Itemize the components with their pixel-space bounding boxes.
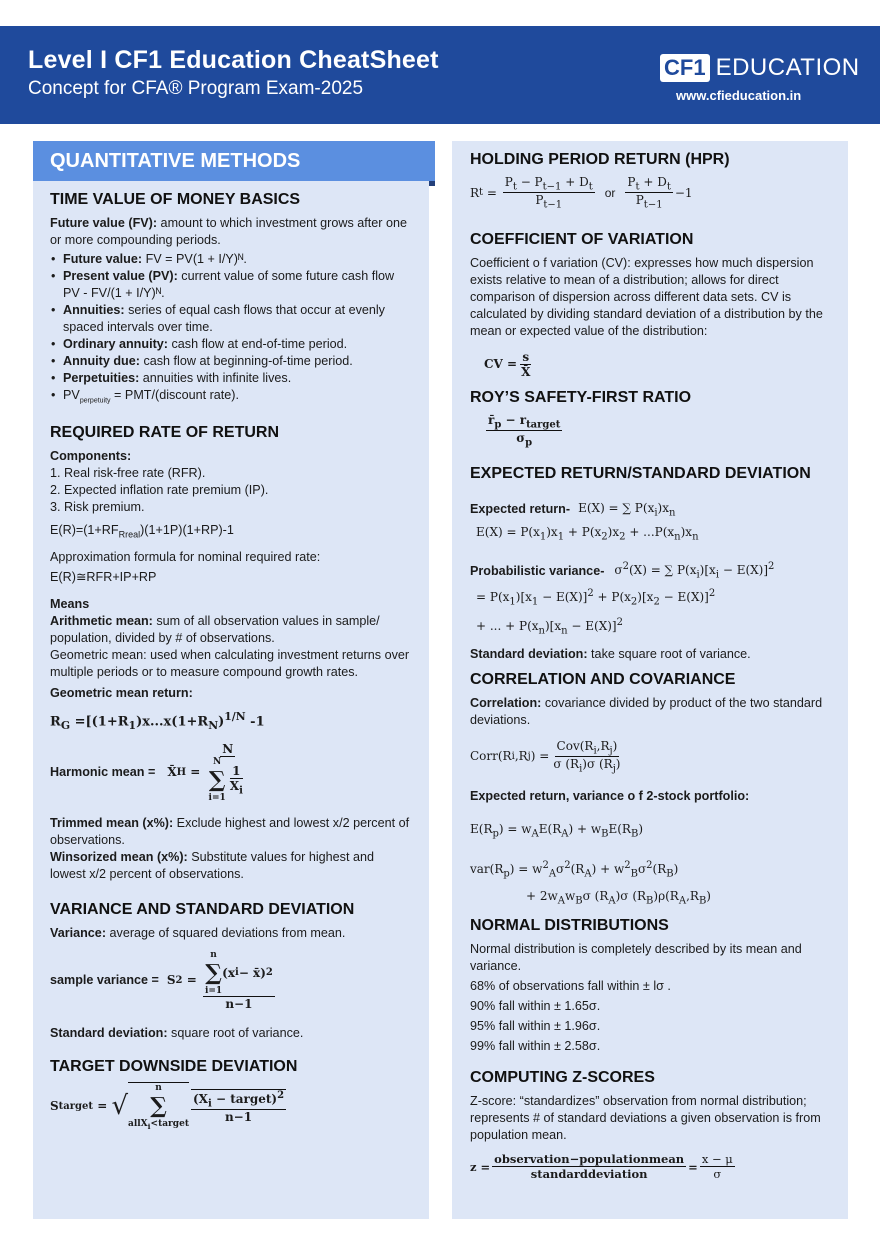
component-item: 1. Real risk-free rate (RFR). (50, 465, 206, 480)
geo-return-label: Geometric mean return: (50, 686, 193, 701)
geo-formula: $R_G =[(1+R_1)x...x(1+R_N)^{1/N}$ -1 (50, 710, 265, 732)
roy-formula: $\frac{r̄_p - r_{target}}{\sigma_p}$ (488, 412, 561, 449)
prob-variance-line2: = $P(x_1)[x_1 - E(X)]^2 + P(x_2)[x_2 - E(X)]^2$ (476, 587, 716, 608)
components-label: Components: (50, 448, 132, 463)
er2-label: Expected return, variance o f 2-stock portfolio: (470, 789, 750, 804)
logo-word: EDUCATION (715, 54, 860, 81)
hpr-formula: R t = $\frac{P_t - P_{t-1} + D_t}{P_{t-1}}$ or $\frac{P_t + D_t}{P_{t-1}}$ −1 (470, 175, 693, 211)
rrr-formula: $E(R)=(1+RF_{Rreal})(1+1P)(1+RP)-1$ (50, 522, 234, 540)
hpr-heading: HOLDING PERIOD RETURN (HPR) (470, 151, 730, 168)
fv-definition: Future value (FV): amount to which investment grows after one or more compounding periods. (50, 216, 407, 247)
normal-heading: NORMAL DISTRIBUTIONS (470, 917, 669, 935)
list-item: • Future value: FV = PV(1 + I/Y)ᴺ. (63, 251, 413, 268)
page-title: Level I CF1 Education CheatSheet (28, 46, 439, 74)
normal-line: 90% fall within ± 1.65σ. (470, 999, 601, 1014)
list-item: • Annuity due: cash flow at beginning-of-time period. (63, 353, 413, 370)
tvm-list (50, 251, 413, 410)
cv-text: Coefficient o f variation (CV): expresses how much dispersion exists relative to mean of a distribution; allows for direct comparison of dispersion across different data sets. CV is calculated by dividing standard deviation of a distribution by the mean or expected value of the distribution: (470, 255, 823, 338)
tvm-heading: TIME VALUE OF MONEY BASICS (50, 191, 301, 208)
list-item: • Perpetuities: annuities with infinite lives. (63, 370, 413, 387)
page-subtitle: Concept for CFA® Program Exam-2025 (28, 78, 364, 99)
approx-text: Approximation formula for nominal required rate: (50, 550, 321, 565)
sum-icon: ∑ (208, 766, 226, 793)
sample-variance-row: sample variance = S 2 = n ∑ i=1 (x i − x̄) 2 n−1 (50, 949, 273, 1011)
rrr-heading: REQUIRED RATE OF RETURN (50, 423, 280, 441)
normal-line: 99% fall within ± 2.58σ. (470, 1039, 601, 1054)
z-heading: COMPUTING Z-SCORES (470, 1069, 655, 1087)
normal-line: 95% fall within ± 1.96σ. (470, 1019, 601, 1034)
corr-def: Correlation: covariance divided by product of the two standard deviations. (470, 695, 823, 727)
z-text: Z-score: “standardizes” observation from normal distribution; represents # of standard deviations a given observation is from population mean. (470, 1094, 821, 1143)
right-column (452, 141, 848, 1219)
means-heading: Means (50, 597, 90, 612)
brand-logo (660, 54, 860, 82)
approx-formula: E(R)≅RFR+IP+RP (50, 570, 157, 585)
left-column (33, 141, 429, 1219)
normal-text: Normal distribution is completely described by its mean and variance. (470, 942, 802, 974)
geo-mean: Geometric mean: used when calculating investment returns over multiple periods or to measure compound growth rates. (50, 648, 410, 680)
z-formula: z = $\frac{\text{observation−populationmean}}{\text{standarddeviation}}$ = $\frac{x - \mu}{\sigma}$ (470, 1152, 733, 1182)
header-banner (0, 26, 880, 124)
website-link[interactable]: www.cfieducation.in (676, 88, 802, 103)
cv-formula: CV = $\frac{s}{X̄}$ (484, 349, 531, 379)
list-item: • Present value (PV): current value of some future cash flow PV - FV/(1 + I/Y)ᴺ. (63, 268, 413, 302)
variance-heading: VARIANCE AND STANDARD DEVIATION (50, 900, 355, 918)
corr-heading: CORRELATION AND COVARIANCE (470, 670, 736, 688)
corr-formula: Corr(R i ,R j ) = $\frac{Cov(R_i,R_j)}{\sigma (R_i)\sigma (R_j)}$ (470, 738, 621, 775)
portfolio-variance: $var(R_p) = w^2_A\sigma^2(R_A) + w^2_B\sigma^2(R_B)$ (470, 859, 679, 880)
arith-mean: Arithmetic mean: sum of all observation values in sample/ population, divided by # of observations. (50, 614, 380, 646)
harmonic-row: Harmonic mean = X̄ H = N N ∑ i=1 $\frac{1}{X_i}$ (50, 741, 243, 803)
prob-variance-row: Probabilistic variance- $\sigma^2(X)$ = ∑ $P(x_i)[x_i - E(X)]^2$ (470, 561, 775, 581)
expected-return-expanded: $E(X) = P(x_1)x_1 + P(x_2)x_2 + ...P(x_n)x_n$ (476, 524, 699, 543)
cv-heading: COEFFICIENT OF VARIATION (470, 230, 694, 248)
sum-icon: ∑ (150, 1092, 167, 1119)
list-item: • Annuities: series of equal cash flows that occur at evenly spaced intervals over time. (63, 302, 413, 336)
tdd-heading: TARGET DOWNSIDE DEVIATION (50, 1057, 298, 1075)
section-banner: QUANTITATIVE METHODS (33, 141, 435, 181)
portfolio-return: $E(R_p) = w_AE(R_A) + w_BE(R_B)$ (470, 822, 644, 840)
perpetuity-formula: • $PV_{perpetuity}$ = PMT/(discount rate). (63, 387, 413, 410)
logo-mark: CF1 (660, 54, 710, 82)
trimmed-mean: Trimmed mean (x%): Exclude highest and lowest x/2 percent of observations. (50, 815, 410, 847)
portfolio-variance-cov: + $2w_Aw_B\sigma$ $(R_A)\sigma$ $(R_B)\rho(R_A,R_B)$ (526, 889, 711, 907)
component-item: 2. Expected inflation rate premium (IP). (50, 482, 269, 497)
variance-def: Variance: average of squared deviations from mean. (50, 925, 346, 940)
normal-line: 68% of observations fall within ± lσ . (470, 979, 671, 994)
component-item: 3. Risk premium. (50, 499, 145, 514)
sd-def: Standard deviation: take square root of variance. (470, 646, 751, 661)
std-dev-def: Standard deviation: square root of variance. (50, 1025, 304, 1040)
sum-icon: ∑ (205, 959, 222, 986)
expected-return-row: Expected return- E(X) = ∑ $P(x_i)x_n$ (470, 500, 676, 518)
winsorized-mean: Winsorized mean (x%): Substitute values for highest and lowest x/2 percent of observations. (50, 849, 374, 881)
list-item: • Ordinary annuity: cash flow at end-of-time period. (63, 336, 413, 353)
tdd-formula: S target = √ n ∑ allX$_i$<target $\frac{(X_i - target)^2}{n-1}$ (50, 1082, 285, 1131)
prob-variance-line3: + ... + $P(x_n)[x_n - E(X)]^2$ (476, 617, 623, 637)
roy-heading: ROY’S SAFETY-FIRST RATIO (470, 388, 692, 406)
ers-heading: EXPECTED RETURN/STANDARD DEVIATION (470, 464, 811, 482)
